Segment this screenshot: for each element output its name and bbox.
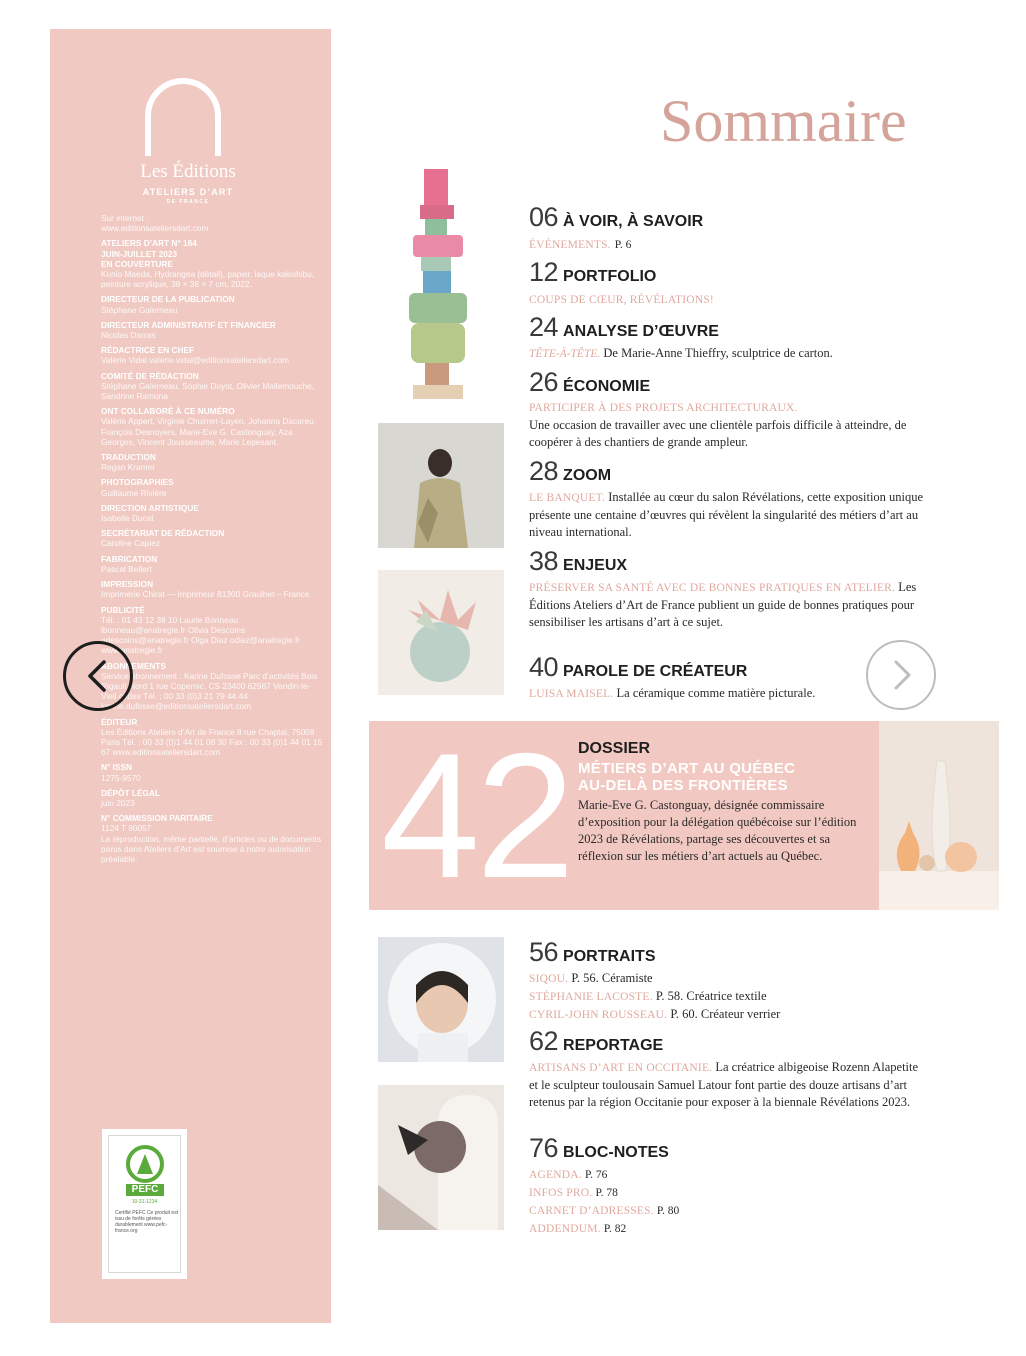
- blocnotes-kicker: CARNET D’ADRESSES.: [529, 1205, 654, 1217]
- blocnotes-page: P. 80: [656, 1205, 680, 1217]
- logo-subtitle: ATELIERS D’ART: [142, 187, 234, 197]
- credit-text: Imprimerie Chirat — Imprimeur 81300 Graulhet – France: [101, 589, 310, 600]
- credit-text: Sur internet :: [101, 213, 149, 223]
- credit-heading: ÉDITEUR: [101, 716, 138, 727]
- dossier-subtitle-1: MÉTIERS D’ART AU QUÉBEC: [578, 760, 796, 777]
- zoom-photo-image: [378, 423, 504, 548]
- credit-heading: PUBLICITÉ: [101, 604, 145, 615]
- cardboard-sculpture-image: [403, 167, 473, 403]
- credit-heading: DIRECTEUR ADMINISTRATIF ET FINANCIER: [101, 319, 276, 330]
- pefc-description: Certifié PEFC Ce produit est issu de forêts gérées durablement www.pefc-france.org: [115, 1210, 179, 1234]
- entry-section: REPORTAGE: [563, 1037, 664, 1054]
- credit-heading: IMPRESSION: [101, 579, 154, 590]
- entry-section: PORTFOLIO: [563, 268, 657, 285]
- portrait-text: P. 56. Céramiste: [571, 971, 653, 985]
- credit-heading: JUIN-JUILLET 2023: [101, 248, 178, 259]
- credit-text: 1275-9570: [101, 772, 141, 783]
- logo-arc-icon: [138, 72, 228, 158]
- entry-number: 06: [529, 202, 559, 232]
- entry-section: PORTRAITS: [563, 948, 656, 965]
- entry-number: 56: [529, 937, 559, 967]
- entry-section: PAROLE DE CRÉATEUR: [563, 663, 748, 680]
- credit-text: Stéphane Galerneau, Sophie Duyot, Olivier Mallemouche, Sandrine Ramona: [101, 380, 315, 402]
- entry-kicker: LUISA MAISEL.: [529, 688, 614, 700]
- entry-body: La créatrice albigeoise Rozenn Alapetite et le sculpteur toulousain Samuel Latour font partie des douze artisans d’art retenus par la région Occitanie pour exposer à la biennale Révélations 2023.: [529, 1060, 919, 1109]
- entry-24[interactable]: [529, 311, 929, 363]
- entry-kicker: ARTISANS D’ART EN OCCITANIE.: [529, 1062, 713, 1074]
- next-page-button[interactable]: [866, 640, 936, 710]
- entry-kicker: LE BANQUET.: [529, 492, 606, 504]
- pefc-code: 10-31-1234: [131, 1199, 158, 1205]
- credit-text: Regan Kramer: [101, 462, 155, 473]
- credit-text: Les Éditions Ateliers d’Art de France 8 rue Chaptal, 75009 Paris Tél. : 00 33 (0)1 44 01 08 30 Fax : 00 33 (0)1 44 01 15 67 www.editionsateliersdart.com: [101, 726, 323, 758]
- portrait-text: P. 58. Créatrice textile: [655, 989, 767, 1003]
- credit-text: Pascal Bellert: [101, 563, 152, 574]
- entry-number: 24: [529, 312, 559, 342]
- credits-list: [101, 213, 323, 864]
- credit-text: Isabelle Ducat: [101, 513, 154, 524]
- chevron-left-icon: [66, 644, 130, 708]
- dossier-label: DOSSIER: [578, 740, 651, 757]
- portrait-kicker: CYRIL-JOHN ROUSSEAU.: [529, 1009, 668, 1021]
- entry-section: ÉCONOMIE: [563, 378, 651, 395]
- entry-number: 12: [529, 257, 559, 287]
- pefc-label: [102, 1129, 187, 1279]
- entry-section: BLOC-NOTES: [563, 1144, 669, 1161]
- credit-heading: EN COUVERTURE: [101, 258, 173, 269]
- credit-text: 1124 T 90057: [101, 823, 152, 834]
- portrait-text: P. 60. Créateur verrier: [670, 1007, 781, 1021]
- portraits-photo-image: [378, 937, 504, 1062]
- entry-26[interactable]: [529, 366, 929, 451]
- entry-28[interactable]: [529, 455, 929, 541]
- entry-kicker: ÉVÉNEMENTS.: [529, 239, 611, 251]
- entry-section: À VOIR, À SAVOIR: [563, 213, 704, 230]
- entry-body: Une occasion de travailler avec une clientèle parfois difficile à atteindre, de coopérer à des chantiers de grande ampleur.: [529, 418, 907, 449]
- entry-76[interactable]: [529, 1132, 929, 1238]
- reportage-photo-image: [378, 1085, 504, 1230]
- logo-name: Les Éditions: [140, 161, 236, 182]
- blocnotes-kicker: ADDENDUM.: [529, 1223, 601, 1235]
- credit-text: Stéphane Galerneau: [101, 304, 178, 315]
- credit-heading: COMITÉ DE RÉDACTION: [101, 370, 199, 381]
- entry-section: ANALYSE D’ŒUVRE: [563, 323, 719, 340]
- portrait-kicker: STÉPHANIE LACOSTE.: [529, 991, 653, 1003]
- enjeux-photo-image: [378, 570, 504, 695]
- dossier-text: [578, 738, 878, 865]
- pefc-text-label: PEFC: [131, 1184, 159, 1195]
- entry-06[interactable]: [529, 201, 929, 253]
- pefc-logo-icon: [123, 1144, 167, 1204]
- credit-text: Kunio Maeda, Hydrangea (détail), papier, laque kakishibu, peinture acrylique, 38 × 38 × 7 cm, 2022.: [101, 269, 315, 290]
- credit-text: Guillaume Rivière: [101, 487, 167, 498]
- logo-subtitle-2: DE FRANCE: [166, 199, 210, 205]
- credit-text: Nicolas Darras: [101, 330, 156, 341]
- entry-kicker: COUPS DE CŒUR, RÉVÉLATIONS!: [529, 294, 714, 306]
- credit-text: Service abonnement : Karine Dufosse Parc d’activités Bois Rigault Nord 1 rue Copernic, CS 23400 62967 Vendin-le-Vieil cedex Tél. : 00 33 (0)3 21 79 44 44 karine.dufosse@editionsateliersdart.com: [101, 670, 318, 712]
- credit-text: Caroline Capiez: [101, 538, 161, 549]
- entry-kicker: PRÉSERVER SA SANTÉ AVEC DE BONNES PRATIQUES EN ATELIER.: [529, 582, 896, 594]
- entry-number: 26: [529, 367, 559, 397]
- credit-heading: DIRECTION ARTISTIQUE: [101, 502, 199, 513]
- credit-heading: DÉPÔT LÉGAL: [101, 787, 161, 798]
- credit-text: Valérie Appert, Virginie Chuimer-Layen, Johanna Dacoreu, François Desnoyers, Marie-Eve G. Castonguay, Aza Georges, Vincent Jousseaume, Marie Lepesant.: [101, 416, 317, 447]
- credit-heading: N° ISSN: [101, 762, 132, 773]
- entry-56[interactable]: [529, 936, 929, 1024]
- entry-62[interactable]: [529, 1025, 929, 1111]
- entry-page: P. 6: [614, 239, 632, 251]
- credit-heading: ABONNEMENTS: [101, 660, 166, 671]
- entry-body: Les Éditions Ateliers d’Art de France publient un guide de bonnes pratiques pour sensibiliser les artisans d’art à ce sujet.: [529, 580, 917, 629]
- entry-number: 38: [529, 546, 559, 576]
- entry-12[interactable]: [529, 256, 929, 308]
- previous-page-button[interactable]: [63, 641, 133, 711]
- portrait-kicker: SIQOU.: [529, 973, 569, 985]
- entry-number: 62: [529, 1026, 559, 1056]
- credit-heading: ATELIERS D’ART N° 164: [101, 238, 197, 249]
- credit-text: La reproduction, même partielle, d’articles ou de documents parus dans Ateliers d’Art est soumise à notre autorisation préalable.: [101, 833, 321, 864]
- entry-section: ZOOM: [563, 467, 612, 484]
- entry-kicker: PARTICIPER À DES PROJETS ARCHITECTURAUX.: [529, 402, 798, 414]
- entry-number: 40: [529, 652, 559, 682]
- dossier-number: 42: [381, 716, 571, 915]
- credit-heading: PHOTOGRAPHIES: [101, 477, 174, 488]
- dossier-vases-image: [879, 721, 999, 910]
- dossier-subtitle-2: AU-DELÀ DES FRONTIÈRES: [578, 777, 788, 794]
- entry-section: ENJEUX: [563, 557, 628, 574]
- credit-heading: FABRICATION: [101, 553, 158, 564]
- entry-38[interactable]: [529, 545, 929, 631]
- entry-number: 76: [529, 1133, 559, 1163]
- credit-text: Tél. : 01 43 12 38 10 Laurie Bonneau lbonneau@anatregie.fr Olivia Descoins odescoins@anatregie.fr Olga Diaz odiaz@anatregie.fr www.anatregie.fr: [101, 614, 301, 656]
- entry-body: Installée au cœur du salon Révélations, cette exposition unique présente une centaine d’œuvres qui révèlent la singularité des métiers d’art au niveau international.: [529, 490, 924, 539]
- credit-heading: SECRÉTARIAT DE RÉDACTION: [101, 528, 225, 539]
- credit-heading: ONT COLLABORÉ À CE NUMÉRO: [101, 406, 235, 417]
- blocnotes-kicker: AGENDA.: [529, 1169, 582, 1181]
- entry-number: 28: [529, 456, 559, 486]
- credit-heading: TRADUCTION: [101, 452, 156, 463]
- blocnotes-kicker: INFOS PRO.: [529, 1187, 593, 1199]
- credit-text: Valérie Vidal valerie.vidal@editionsateliersdart.com: [101, 355, 289, 366]
- entry-body: La céramique comme matière picturale.: [616, 686, 816, 700]
- credit-heading: DIRECTEUR DE LA PUBLICATION: [101, 294, 235, 305]
- blocnotes-page: P. 76: [584, 1169, 608, 1181]
- blocnotes-page: P. 82: [603, 1223, 627, 1235]
- entry-kicker: TÊTE-À-TÊTE.: [529, 348, 601, 360]
- dossier-body: Marie-Eve G. Castonguay, désignée commissaire d’exposition pour la délégation québécoise sur l’édition 2023 de Révélations, partage ses découvertes et sa réflexion sur les métiers d’art actuels au Québec.: [578, 798, 857, 863]
- page-title: Sommaire: [660, 88, 907, 154]
- credit-heading: RÉDACTRICE EN CHEF: [101, 345, 195, 356]
- blocnotes-page: P. 78: [595, 1187, 618, 1199]
- entry-body: De Marie-Anne Thieffry, sculptrice de carton.: [603, 346, 833, 360]
- chevron-right-icon: [868, 642, 934, 708]
- credit-text: www.editionsateliersdart.com: [101, 223, 209, 234]
- credit-heading: N° COMMISSION PARITAIRE: [101, 813, 213, 824]
- credit-text: juin 2023: [101, 797, 135, 808]
